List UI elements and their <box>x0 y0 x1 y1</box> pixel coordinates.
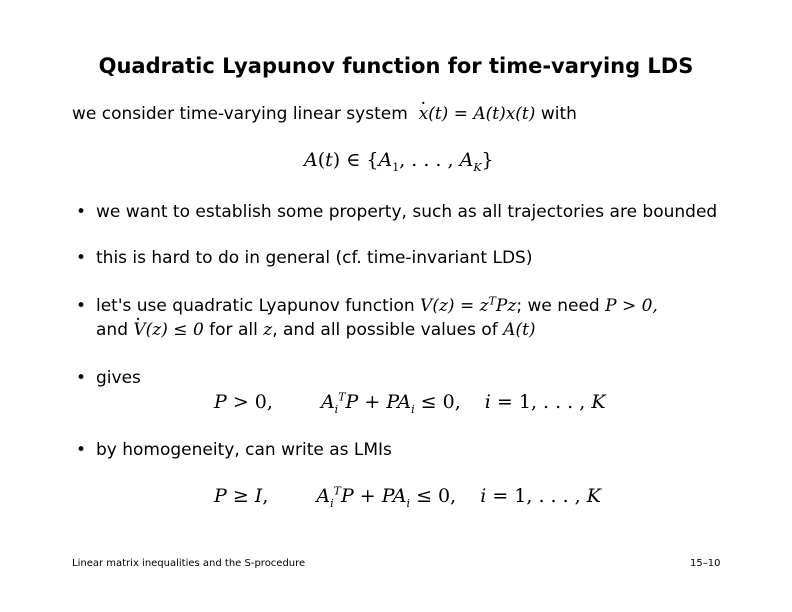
bullet-3-text: let's use quadratic Lyapunov function <box>96 296 415 316</box>
bullet-3-line-2 <box>96 318 536 342</box>
bullet-3-forall: for all <box>209 320 258 340</box>
bullet-marker-1: • <box>76 202 87 222</box>
bullet-1: we want to establish some property, such as all trajectories are bounded <box>96 202 718 222</box>
bullet-marker-3: • <box>76 296 87 316</box>
slide-title: Quadratic Lyapunov function for time-varying LDS <box>98 54 694 78</box>
bullet-2: this is hard to do in general (cf. time-invariant LDS) <box>96 248 533 268</box>
bullet-5: by homogeneity, can write as LMIs <box>96 440 392 460</box>
intro-with: with <box>540 104 577 124</box>
equation-2: P ≥ I, $A_i^TP + PA_i \le 0$, i = 1, . . . , K <box>214 484 601 510</box>
intro-equation: · x(t) = A(t)x(t) <box>413 104 535 124</box>
intro-line <box>72 102 577 126</box>
page-number: 15–10 <box>690 558 721 569</box>
bullet-3-and: and <box>96 320 128 340</box>
footer-left: Linear matrix inequalities and the S-procedure <box>72 558 306 569</box>
p-positive: P > 0, <box>605 296 658 316</box>
set-equation: A(t) ∈ {$A_1$, . . . , $A_K$} <box>304 149 494 174</box>
intro-text: we consider time-varying linear system <box>72 104 408 124</box>
bullet-marker-5: • <box>76 440 87 460</box>
bullet-3-z: z <box>263 320 273 340</box>
bullet-marker-4: • <box>76 368 87 388</box>
lyapunov-function: $V(z) = z^TPz$ <box>420 294 517 316</box>
bullet-3-need: ; we need <box>516 296 600 316</box>
equation-1: P > 0, $A_i^TP + PA_i \le 0$, i = 1, . . . , K <box>214 390 606 416</box>
bullet-3-at: A(t) <box>503 320 536 340</box>
bullet-4: gives <box>96 368 141 388</box>
vdot-condition: · V(z) ≤ 0 <box>133 320 203 340</box>
bullet-3-line-1 <box>96 294 658 318</box>
bullet-3-rest: , and all possible values of <box>272 320 498 340</box>
bullet-marker-2: • <box>76 248 87 268</box>
